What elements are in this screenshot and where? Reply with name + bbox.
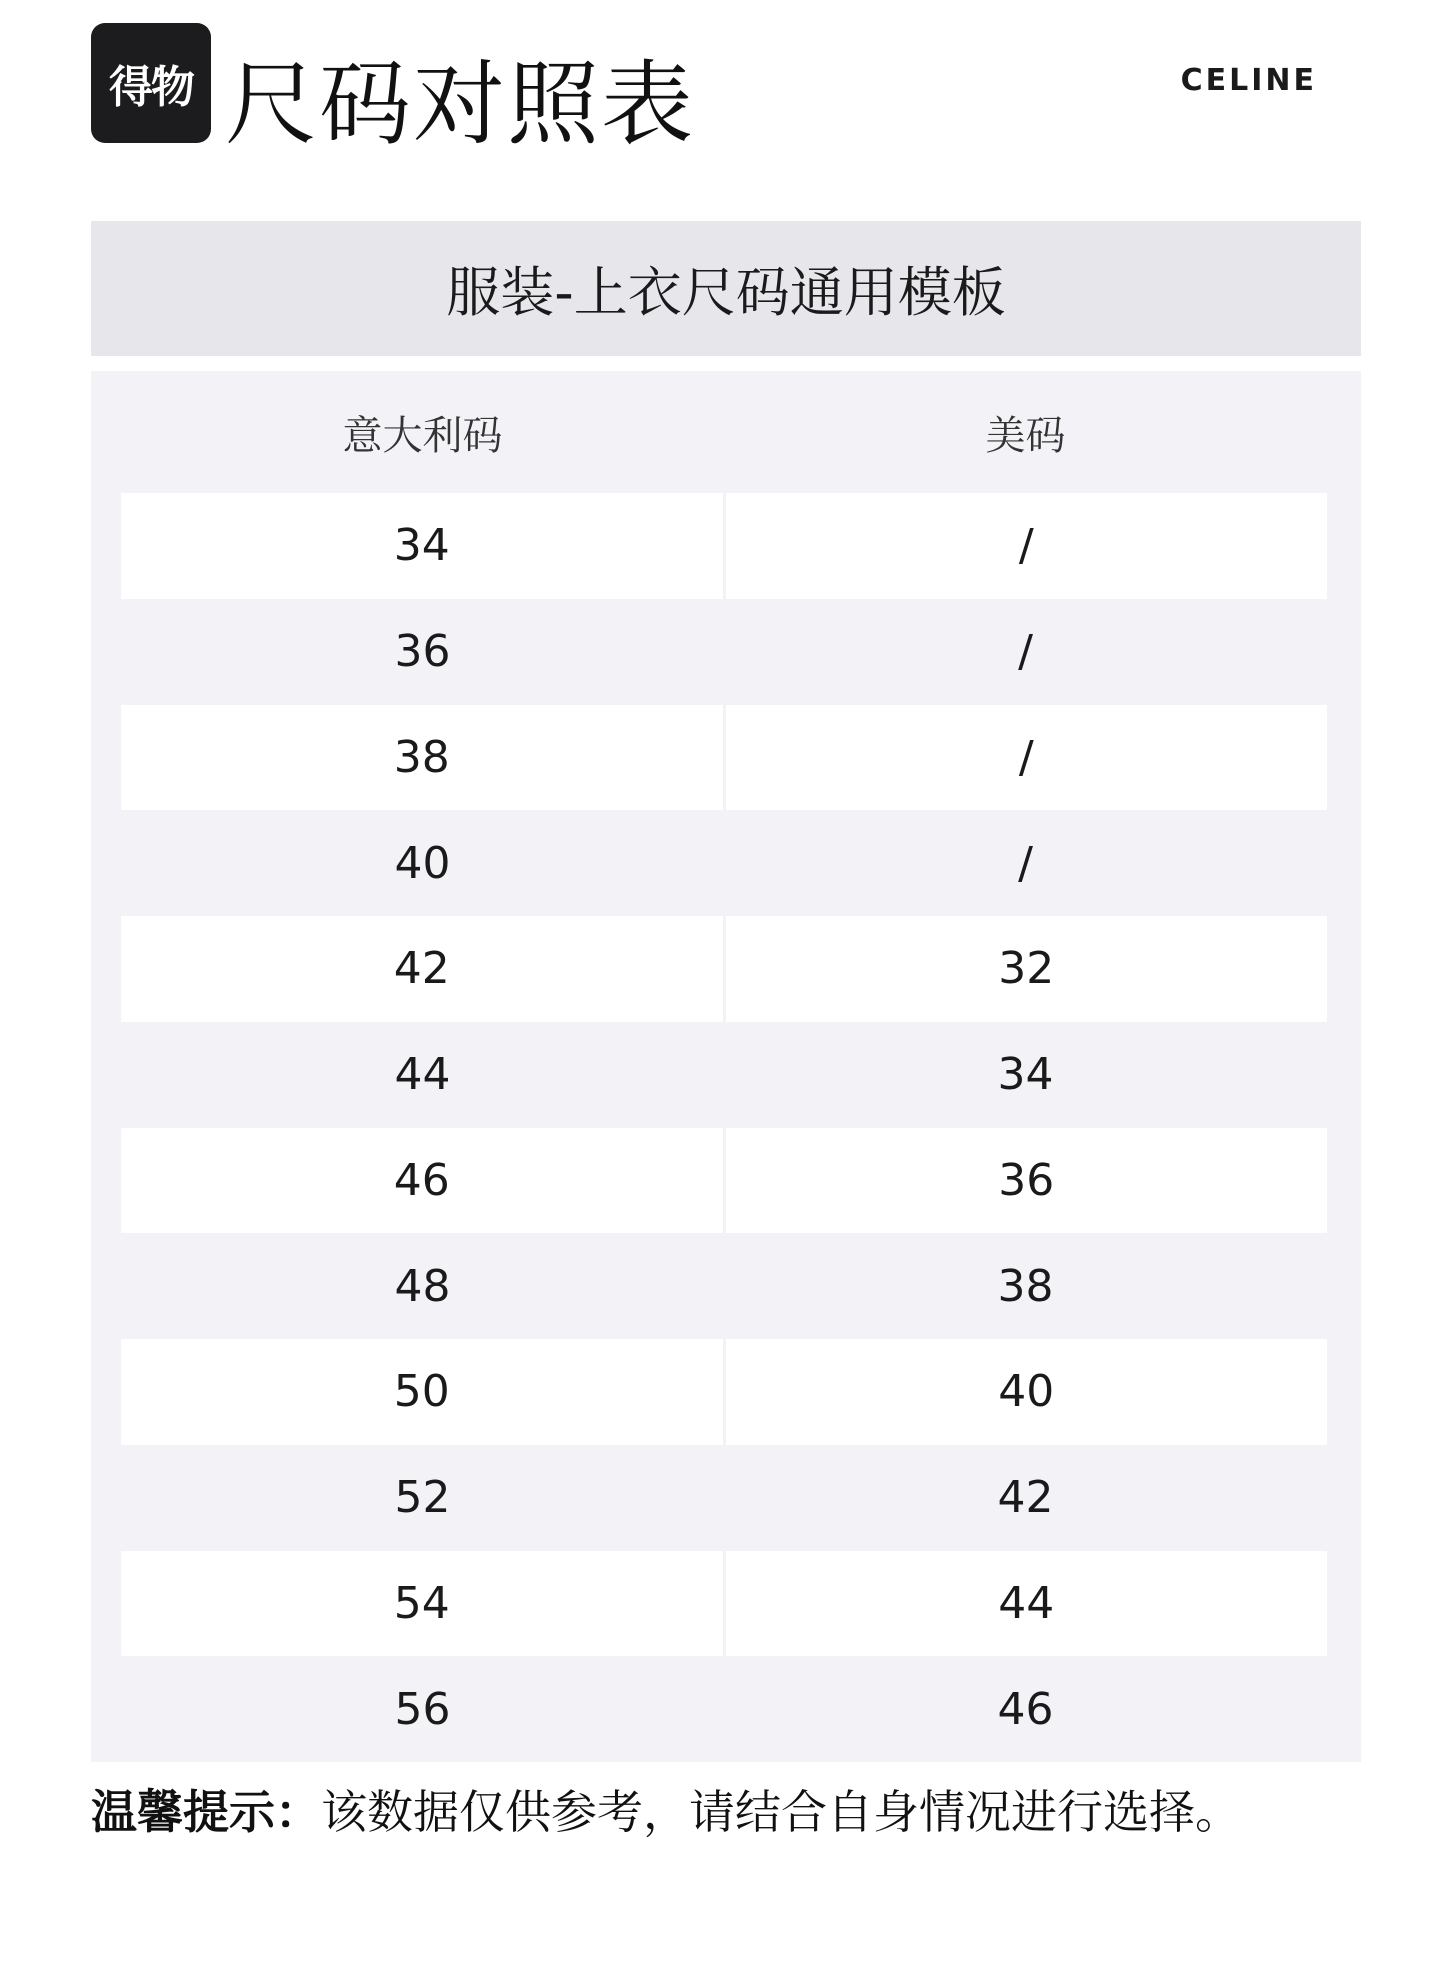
brand-name: CELINE: [1180, 63, 1317, 98]
cell-us-size: 38: [997, 1260, 1054, 1312]
cell-italian-size: 54: [121, 1551, 726, 1657]
dewu-logo: [91, 23, 211, 143]
cell-us-size: 44: [726, 1551, 1328, 1657]
table-row: [121, 1656, 1327, 1762]
table-row: [121, 916, 1327, 1022]
cell-italian-size: 40: [394, 837, 451, 889]
cell-italian-size: 36: [394, 626, 451, 678]
table-row: [121, 1445, 1327, 1551]
cell-us-size: 34: [997, 1049, 1054, 1101]
column-header-us: 美码: [985, 412, 1066, 459]
cell-italian-size: 46: [121, 1128, 726, 1234]
cell-italian-size: 50: [121, 1339, 726, 1445]
cell-us-size: /: [726, 705, 1328, 811]
table-row: [121, 1128, 1327, 1234]
cell-italian-size: 56: [394, 1683, 451, 1735]
size-table: [91, 371, 1361, 1762]
table-title-bar: [91, 221, 1361, 356]
footer-note: [91, 1780, 1361, 1844]
cell-italian-size: 44: [394, 1049, 451, 1101]
logo-text: 得物: [109, 62, 193, 113]
cell-us-size: /: [1018, 837, 1033, 889]
cell-us-size: 42: [997, 1472, 1054, 1524]
table-row: [121, 1022, 1327, 1128]
cell-italian-size: 38: [121, 705, 726, 811]
header: [91, 23, 1361, 163]
table-row: [121, 705, 1327, 811]
cell-us-size: 36: [726, 1128, 1328, 1234]
table-row: [121, 1339, 1327, 1445]
column-header-italian: 意大利码: [342, 412, 503, 459]
cell-us-size: /: [726, 493, 1328, 599]
cell-italian-size: 42: [121, 916, 726, 1022]
table-rows: [121, 493, 1327, 1762]
table-row: [121, 493, 1327, 599]
cell-us-size: 32: [726, 916, 1328, 1022]
cell-italian-size: 48: [394, 1260, 451, 1312]
table-row: [121, 1233, 1327, 1339]
table-row: [121, 810, 1327, 916]
cell-us-size: 40: [726, 1339, 1328, 1445]
table-row: [121, 599, 1327, 705]
table-row: [121, 1551, 1327, 1657]
cell-italian-size: 34: [121, 493, 726, 599]
table-title: 服装-上衣尺码通用模板: [446, 261, 1006, 324]
page-title: 尺码对照表: [225, 51, 696, 158]
cell-us-size: /: [1018, 626, 1033, 678]
cell-italian-size: 52: [394, 1472, 451, 1524]
note-text: 该数据仅供参考，请结合自身情况进行选择。: [321, 1785, 1241, 1839]
note-label: 温馨提示：: [91, 1785, 321, 1839]
column-headers: [121, 371, 1327, 493]
cell-us-size: 46: [997, 1683, 1054, 1735]
